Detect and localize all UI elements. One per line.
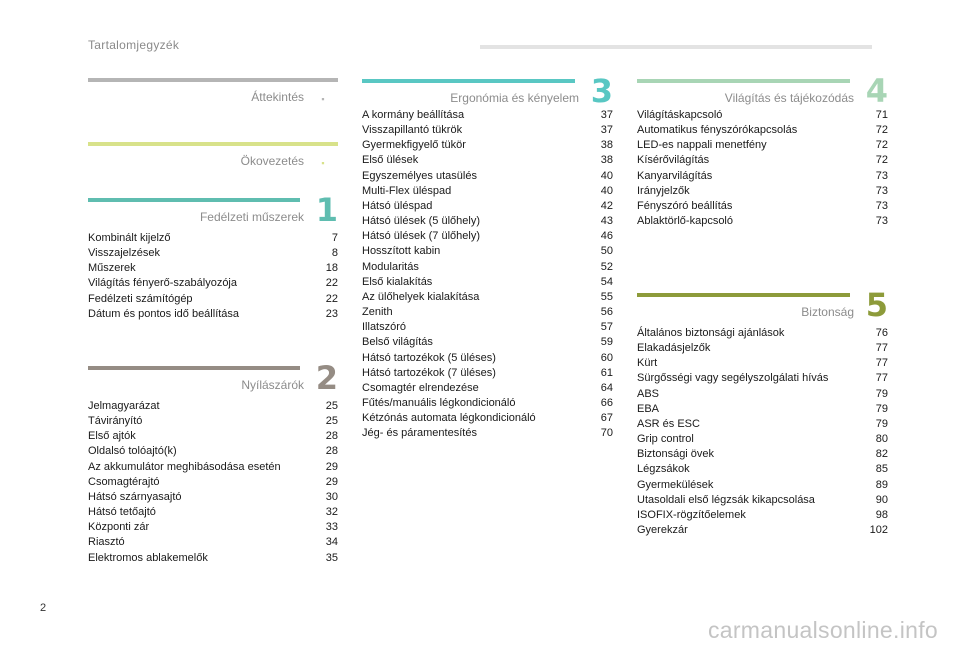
- toc-entry-label: Az ülőhelyek kialakítása: [362, 290, 480, 303]
- toc-entry[interactable]: [637, 123, 888, 138]
- toc-entry[interactable]: [637, 341, 888, 356]
- toc-entry[interactable]: [637, 508, 888, 523]
- section-number: 4: [865, 72, 888, 110]
- entry-list: [362, 108, 613, 441]
- toc-entry-label: Általános biztonsági ajánlások: [637, 327, 785, 339]
- toc-entry[interactable]: [362, 153, 613, 168]
- toc-entry-label: Elektromos ablakemelők: [88, 551, 208, 564]
- section-number: 2: [315, 359, 338, 397]
- toc-entry-label: Elakadásjelzők: [637, 342, 711, 355]
- toc-entry-page: 80: [875, 433, 888, 446]
- toc-entry-label: Egyszemélyes utasülés: [362, 169, 477, 182]
- section-number: 3: [590, 72, 613, 110]
- section-fedelzeti-muszerek: [88, 191, 338, 322]
- toc-entry-page: 90: [875, 493, 888, 506]
- toc-entry-page: 25: [325, 400, 338, 412]
- toc-entry-label: Hátsó üléspad: [362, 199, 433, 212]
- toc-entry-label: Ablaktörlő-kapcsoló: [637, 215, 733, 228]
- toc-entry-label: Első ajtók: [88, 430, 136, 443]
- toc-entry-label: ISOFIX-rögzítőelemek: [637, 508, 746, 521]
- title-rule: [480, 45, 872, 49]
- toc-entry[interactable]: [88, 246, 338, 261]
- toc-entry-page: 73: [875, 199, 888, 212]
- toc-entry-page: 72: [875, 124, 888, 137]
- toc-entry-page: 7: [331, 232, 338, 244]
- toc-entry[interactable]: [637, 153, 888, 168]
- toc-entry[interactable]: [637, 523, 888, 538]
- toc-entry[interactable]: [88, 399, 338, 414]
- toc-entry-label: Műszerek: [88, 262, 136, 275]
- toc-entry-label: Fedélzeti számítógép: [88, 292, 193, 305]
- toc-entry-label: Modularitás: [362, 260, 419, 273]
- toc-entry[interactable]: [88, 475, 338, 490]
- toc-entry[interactable]: [362, 138, 613, 153]
- toc-entry-label: Illatszóró: [362, 321, 407, 334]
- toc-entry[interactable]: [88, 276, 338, 291]
- toc-entry-label: Kombinált kijelző: [88, 232, 171, 244]
- toc-entry[interactable]: [637, 214, 888, 229]
- section-nyilaszarok: [88, 359, 338, 566]
- toc-entry-page: 55: [600, 290, 613, 303]
- toc-entry-page: 37: [600, 109, 613, 121]
- toc-entry-label: Fűtés/manuális légkondicionáló: [362, 396, 516, 409]
- toc-entry[interactable]: [637, 432, 888, 447]
- toc-entry[interactable]: [362, 426, 613, 441]
- toc-entry-label: Utasoldali első légzsák kikapcsolása: [637, 493, 815, 506]
- toc-entry-label: Irányjelzők: [637, 184, 690, 197]
- toc-entry-page: 71: [875, 109, 888, 121]
- section-number: 1: [315, 191, 338, 229]
- toc-entry-page: 76: [875, 327, 888, 339]
- toc-entry-label: Gyermekfigyelő tükör: [362, 139, 466, 152]
- toc-entry-page: 29: [325, 460, 338, 473]
- toc-entry[interactable]: [362, 290, 613, 305]
- toc-entry-label: Központi zár: [88, 521, 150, 534]
- toc-entry-page: 25: [325, 415, 338, 428]
- toc-entry-label: Visszajelzések: [88, 247, 160, 260]
- toc-entry[interactable]: [88, 460, 338, 475]
- section-title: Fedélzeti műszerek: [199, 210, 304, 224]
- section-ergonomia: [362, 72, 613, 441]
- section-title: Ergonómia és kényelem: [450, 91, 579, 105]
- toc-entry[interactable]: [362, 411, 613, 426]
- toc-entry-page: 60: [600, 351, 613, 364]
- toc-entry[interactable]: [88, 535, 338, 550]
- toc-entry-label: Kürt: [637, 357, 658, 370]
- section-marker: ▪: [321, 158, 325, 168]
- toc-entry[interactable]: [362, 123, 613, 138]
- section-biztonsag: [637, 286, 888, 538]
- toc-entry[interactable]: [362, 381, 613, 396]
- toc-entry-page: 77: [875, 342, 888, 355]
- toc-entry-label: EBA: [637, 402, 660, 415]
- toc-entry-label: Hátsó tetőajtó: [88, 506, 156, 519]
- toc-entry-page: 18: [325, 262, 338, 275]
- toc-entry[interactable]: [362, 244, 613, 259]
- toc-entry-page: 30: [325, 490, 338, 503]
- section-title: Áttekintés: [251, 90, 304, 104]
- toc-entry-page: 73: [875, 215, 888, 228]
- toc-entry-label: Jelmagyarázat: [88, 400, 160, 412]
- toc-entry-page: 37: [600, 124, 613, 137]
- toc-entry[interactable]: [362, 169, 613, 184]
- toc-entry-page: 73: [875, 169, 888, 182]
- toc-entry-page: 56: [600, 306, 613, 319]
- section-title: Nyílászárók: [241, 378, 304, 392]
- toc-entry-page: 8: [331, 247, 338, 260]
- toc-entry-page: 57: [600, 321, 613, 334]
- toc-entry[interactable]: [88, 520, 338, 535]
- toc-entry-page: 73: [875, 184, 888, 197]
- watermark: carmanualsonline.info: [707, 617, 938, 643]
- toc-entry-page: 28: [325, 430, 338, 443]
- toc-entry-label: Hátsó ülések (5 ülőhely): [362, 215, 481, 228]
- toc-entry-label: Riasztó: [88, 536, 125, 549]
- toc-entry-page: 40: [600, 169, 613, 182]
- entry-list: [637, 108, 888, 229]
- section-title: Világítás és tájékozódás: [724, 91, 854, 105]
- toc-entry-label: ASR és ESC: [637, 417, 700, 430]
- toc-entry-page: 34: [325, 536, 338, 549]
- section-attekintes: [88, 78, 338, 104]
- toc-entry[interactable]: [88, 551, 338, 566]
- toc-entry[interactable]: [637, 138, 888, 153]
- toc-entry[interactable]: [637, 184, 888, 199]
- toc-entry-page: 79: [875, 417, 888, 430]
- toc-entry[interactable]: [362, 199, 613, 214]
- toc-entry[interactable]: [88, 414, 338, 429]
- toc-entry-page: 98: [875, 508, 888, 521]
- toc-entry-page: 29: [325, 475, 338, 488]
- toc-entry[interactable]: [88, 490, 338, 505]
- toc-entry-page: 23: [325, 307, 338, 320]
- toc-entry-label: Gyermekülések: [637, 478, 714, 491]
- toc-entry-label: Kísérővilágítás: [637, 154, 710, 167]
- toc-entry[interactable]: [362, 275, 613, 290]
- entry-list: [88, 399, 338, 566]
- toc-entry-label: Légzsákok: [637, 463, 690, 476]
- section-marker: ▪: [321, 94, 325, 104]
- toc-entry-page: 102: [869, 524, 888, 537]
- toc-entry-label: A kormány beállítása: [362, 109, 465, 121]
- page-number: 2: [40, 602, 47, 614]
- toc-entry-label: Távirányító: [88, 415, 143, 428]
- toc-entry-label: Sürgősségi vagy segélyszolgálati hívás: [637, 372, 829, 385]
- toc-entry[interactable]: [637, 462, 888, 477]
- toc-entry-page: 79: [875, 402, 888, 415]
- toc-entry[interactable]: [637, 417, 888, 432]
- section-vilagitas: [637, 72, 888, 229]
- toc-entry-label: Gyerekzár: [637, 524, 688, 537]
- toc-entry-page: 77: [875, 357, 888, 370]
- toc-entry[interactable]: [637, 169, 888, 184]
- toc-entry-label: Kanyarvilágítás: [637, 169, 713, 182]
- toc-entry[interactable]: [88, 292, 338, 307]
- toc-entry-label: Hosszított kabin: [362, 245, 441, 258]
- toc-entry[interactable]: [637, 478, 888, 493]
- toc-entry-label: Hátsó ülések (7 ülőhely): [362, 230, 481, 243]
- toc-entry-label: Csomagtér elrendezése: [362, 381, 479, 394]
- toc-entry-label: Grip control: [637, 433, 694, 446]
- toc-entry-page: 79: [875, 387, 888, 400]
- toc-entry-page: 43: [600, 215, 613, 228]
- toc-entry[interactable]: [362, 260, 613, 275]
- toc-entry-page: 42: [600, 199, 613, 212]
- toc-entry-label: Belső világítás: [362, 336, 433, 349]
- toc-entry-label: Dátum és pontos idő beállítása: [88, 307, 240, 320]
- toc-entry-page: 82: [875, 448, 888, 461]
- toc-entry[interactable]: [362, 351, 613, 366]
- toc-entry[interactable]: [637, 493, 888, 508]
- toc-entry[interactable]: [637, 199, 888, 214]
- toc-entry[interactable]: [637, 387, 888, 402]
- toc-entry[interactable]: [637, 447, 888, 462]
- toc-entry[interactable]: [88, 307, 338, 322]
- toc-entry[interactable]: [362, 305, 613, 320]
- toc-entry-page: 89: [875, 478, 888, 491]
- toc-entry-page: 61: [600, 366, 613, 379]
- toc-entry[interactable]: [637, 326, 888, 341]
- toc-entry-page: 59: [600, 336, 613, 349]
- toc-entry-page: 70: [600, 427, 613, 440]
- section-title: Biztonság: [801, 305, 854, 319]
- toc-entry-label: Első ülések: [362, 154, 419, 167]
- toc-entry-page: 35: [325, 551, 338, 564]
- toc-entry-page: 40: [600, 184, 613, 197]
- toc-entry[interactable]: [362, 229, 613, 244]
- toc-entry-label: Biztonsági övek: [637, 448, 715, 461]
- toc-entry[interactable]: [88, 429, 338, 444]
- toc-entry-label: Multi-Flex üléspad: [362, 184, 452, 197]
- toc-entry[interactable]: [362, 396, 613, 411]
- toc-entry-label: Hátsó tartozékok (5 üléses): [362, 351, 496, 364]
- section-number: 5: [865, 286, 888, 324]
- toc-entry-label: ABS: [637, 387, 660, 400]
- toc-entry[interactable]: [362, 184, 613, 199]
- toc-entry-label: Világításkapcsoló: [637, 109, 723, 121]
- toc-entry-label: Visszapillantó tükrök: [362, 124, 463, 137]
- toc-entry-label: Hátsó szárnyasajtó: [88, 490, 182, 503]
- toc-entry[interactable]: [637, 356, 888, 371]
- toc-entry-label: Oldalsó tolóajtó(k): [88, 445, 177, 458]
- toc-entry-label: Kétzónás automata légkondicionáló: [362, 412, 536, 425]
- toc-entry[interactable]: [88, 231, 338, 246]
- toc-entry-label: Az akkumulátor meghibásodása esetén: [88, 460, 281, 473]
- entry-list: [88, 231, 338, 322]
- toc-entry-page: 67: [600, 412, 613, 425]
- toc-entry-page: 72: [875, 154, 888, 167]
- toc-entry[interactable]: [88, 444, 338, 459]
- toc-entry[interactable]: [362, 214, 613, 229]
- toc-entry-page: 38: [600, 154, 613, 167]
- toc-entry-page: 77: [875, 372, 888, 385]
- toc-entry-page: 52: [600, 260, 613, 273]
- toc-entry-label: Zenith: [362, 306, 393, 319]
- toc-entry[interactable]: [637, 108, 888, 123]
- toc-entry-label: Jég- és páramentesítés: [362, 427, 477, 440]
- section-title: Ökovezetés: [240, 154, 304, 168]
- toc-entry-page: 22: [325, 292, 338, 305]
- toc-entry-page: 46: [600, 230, 613, 243]
- toc-entry-page: 32: [325, 506, 338, 519]
- entry-list: [637, 326, 888, 538]
- toc-entry-label: Csomagtérajtó: [88, 475, 160, 488]
- toc-entry[interactable]: [88, 261, 338, 276]
- toc-entry[interactable]: [637, 402, 888, 417]
- toc-entry[interactable]: [362, 366, 613, 381]
- toc-entry-label: Első kialakítás: [362, 275, 433, 288]
- page-title: Tartalomjegyzék: [88, 38, 180, 52]
- toc-entry-page: 50: [600, 245, 613, 258]
- toc-entry-page: 22: [325, 277, 338, 290]
- section-okovezetes: [88, 142, 338, 168]
- toc-entry-page: 54: [600, 275, 613, 288]
- toc-entry-label: Fényszóró beállítás: [637, 199, 733, 212]
- toc-entry-label: LED-es nappali menetfény: [637, 139, 767, 152]
- toc-entry-label: Világítás fényerő-szabályozója: [88, 277, 237, 290]
- toc-entry[interactable]: [88, 505, 338, 520]
- toc-entry[interactable]: [362, 320, 613, 335]
- toc-entry-page: 38: [600, 139, 613, 152]
- toc-entry[interactable]: [362, 108, 613, 123]
- toc-entry-page: 64: [600, 381, 613, 394]
- toc-entry-label: Hátsó tartozékok (7 üléses): [362, 366, 496, 379]
- toc-entry-page: 72: [875, 139, 888, 152]
- toc-entry-page: 85: [875, 463, 888, 476]
- toc-entry[interactable]: [637, 371, 888, 386]
- toc-entry[interactable]: [362, 335, 613, 350]
- toc-entry-page: 66: [600, 396, 613, 409]
- toc-entry-label: Automatikus fényszórókapcsolás: [637, 124, 798, 137]
- toc-entry-page: 28: [325, 445, 338, 458]
- toc-entry-page: 33: [325, 521, 338, 534]
